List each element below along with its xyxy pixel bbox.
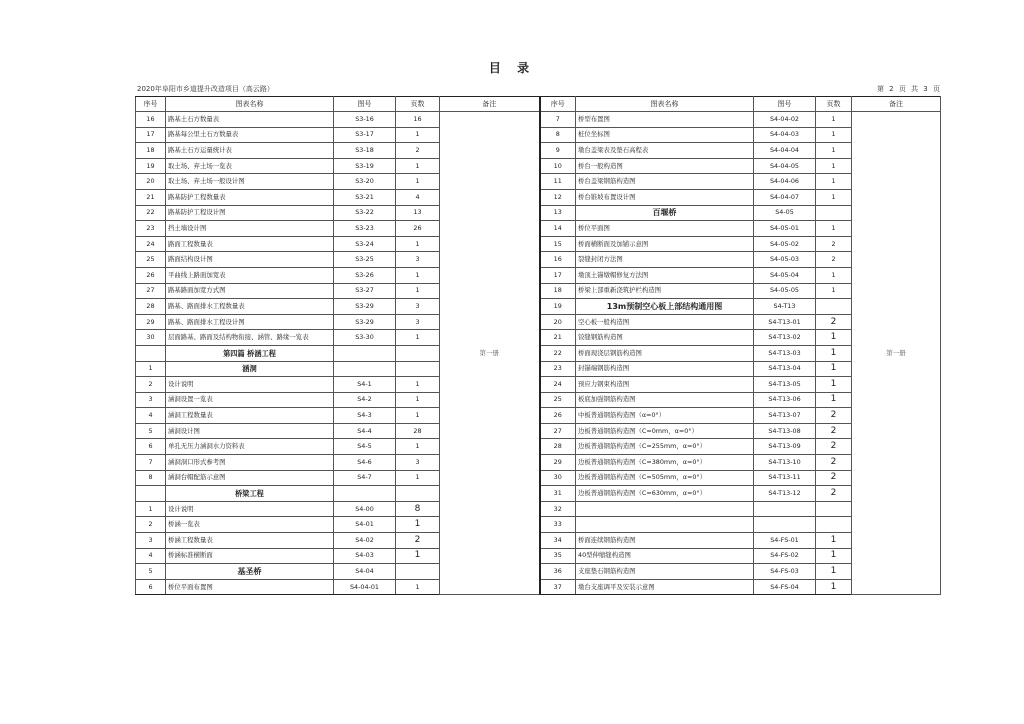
left-code-cell: S4-3	[334, 408, 396, 424]
right-seq-cell: 34	[540, 533, 576, 549]
right-pages-cell: 1	[816, 174, 852, 190]
left-pages-cell: 3	[396, 252, 440, 268]
left-pages-cell	[396, 345, 440, 361]
right-seq-cell: 9	[540, 143, 576, 159]
right-pages-cell: 1	[816, 283, 852, 299]
right-pages-cell: 1	[816, 158, 852, 174]
right-code-cell: S4-T13-01	[754, 314, 816, 330]
right-name-cell: 墩台支座调平及安装示意图	[576, 579, 754, 595]
header-pages-right: 页数	[816, 97, 852, 112]
right-pages-cell: 1	[816, 579, 852, 595]
right-name-cell: 边板普通钢筋构造图（C=255mm，α=0°）	[576, 439, 754, 455]
left-pages-cell: 2	[396, 533, 440, 549]
right-code-cell: S4-T13-11	[754, 470, 816, 486]
left-code-cell: S3-25	[334, 252, 396, 268]
right-pages-cell: 1	[816, 112, 852, 128]
right-name-cell: 墩台盖梁表及垫石高程表	[576, 143, 754, 159]
right-seq-cell: 32	[540, 501, 576, 517]
left-name-cell: 取土场、弃土场一览表	[166, 158, 334, 174]
left-code-cell: S3-29	[334, 299, 396, 315]
left-pages-cell: 3	[396, 314, 440, 330]
right-name-cell: 边板普通钢筋构造图（C=0mm，α=0°）	[576, 423, 754, 439]
left-code-cell: S4-6	[334, 455, 396, 471]
left-name-cell: 路基土石方数量表	[166, 112, 334, 128]
right-code-cell	[754, 501, 816, 517]
left-pages-cell: 28	[396, 423, 440, 439]
header-seq-left: 序号	[136, 97, 166, 112]
left-name-cell: 设计说明	[166, 501, 334, 517]
left-seq-cell: 6	[136, 579, 166, 595]
right-code-cell: S4-T13-12	[754, 486, 816, 502]
left-seq-cell: 4	[136, 408, 166, 424]
left-code-cell: S4-03	[334, 548, 396, 564]
right-seq-cell: 22	[540, 345, 576, 361]
header-code-left: 图号	[334, 97, 396, 112]
left-pages-cell: 1	[396, 392, 440, 408]
right-name-cell: 桥台一般构造图	[576, 158, 754, 174]
left-pages-cell: 1	[396, 236, 440, 252]
right-pages-cell: 1	[816, 189, 852, 205]
right-code-cell: S4-04-07	[754, 189, 816, 205]
left-volume-note: 第一册	[440, 112, 540, 595]
left-code-cell: S4-7	[334, 470, 396, 486]
right-pages-cell	[816, 205, 852, 221]
left-name-cell: 涵洞设计图	[166, 423, 334, 439]
left-pages-cell: 13	[396, 205, 440, 221]
right-seq-cell: 12	[540, 189, 576, 205]
left-seq-cell: 4	[136, 548, 166, 564]
left-name-cell: 桥梁工程	[166, 486, 334, 502]
left-seq-cell	[136, 486, 166, 502]
left-seq-cell: 21	[136, 189, 166, 205]
right-seq-cell: 28	[540, 439, 576, 455]
right-pages-cell: 1	[816, 345, 852, 361]
header-note-left: 备注	[440, 97, 540, 112]
right-seq-cell: 35	[540, 548, 576, 564]
right-seq-cell: 10	[540, 158, 576, 174]
right-code-cell: S4-T13-03	[754, 345, 816, 361]
header-name-right: 图表名称	[576, 97, 754, 112]
right-name-cell: 桥台锥坡布置设计图	[576, 189, 754, 205]
left-pages-cell: 1	[396, 267, 440, 283]
right-code-cell: S4-04-03	[754, 127, 816, 143]
left-seq-cell: 22	[136, 205, 166, 221]
right-pages-cell: 1	[816, 143, 852, 159]
left-name-cell: 桥涵一览表	[166, 517, 334, 533]
right-code-cell: S4-T13-04	[754, 361, 816, 377]
right-pages-cell	[816, 299, 852, 315]
right-name-cell: 桥梁上部重新浇筑护栏构造图	[576, 283, 754, 299]
right-pages-cell: 1	[816, 377, 852, 393]
right-seq-cell: 11	[540, 174, 576, 190]
left-pages-cell: 4	[396, 189, 440, 205]
left-seq-cell: 3	[136, 392, 166, 408]
left-seq-cell: 1	[136, 361, 166, 377]
right-name-cell: 裂缝封闭方法图	[576, 252, 754, 268]
right-pages-cell: 1	[816, 221, 852, 237]
left-name-cell: 层面路基、路面及结构物衔接、涵管、路缘一览表	[166, 330, 334, 346]
left-code-cell: S4-4	[334, 423, 396, 439]
right-seq-cell: 33	[540, 517, 576, 533]
left-pages-cell: 3	[396, 299, 440, 315]
left-code-cell: S4-04	[334, 564, 396, 580]
right-name-cell	[576, 501, 754, 517]
right-code-cell: S4-04-02	[754, 112, 816, 128]
right-code-cell: S4-04-06	[754, 174, 816, 190]
left-name-cell: 桥位平面布置图	[166, 579, 334, 595]
right-name-cell: 边板普通钢筋构造图（C=380mm，α=0°）	[576, 455, 754, 471]
right-code-cell: S4-T13	[754, 299, 816, 315]
right-code-cell: S4-05-03	[754, 252, 816, 268]
right-pages-cell: 2	[816, 486, 852, 502]
project-name: 2020年阜阳市乡道提升改造项目（高云路）	[137, 85, 274, 93]
left-pages-cell: 1	[396, 470, 440, 486]
left-pages-cell	[396, 564, 440, 580]
left-code-cell: S3-16	[334, 112, 396, 128]
right-code-cell: S4-T13-05	[754, 377, 816, 393]
left-name-cell: 取土场、弃土场一般设计图	[166, 174, 334, 190]
left-code-cell: S4-01	[334, 517, 396, 533]
left-pages-cell: 1	[396, 330, 440, 346]
left-name-cell: 路基土石方运量统计表	[166, 143, 334, 159]
left-pages-cell: 1	[396, 408, 440, 424]
right-seq-cell: 27	[540, 423, 576, 439]
right-name-cell: 桥型布置图	[576, 112, 754, 128]
right-seq-cell: 16	[540, 252, 576, 268]
left-pages-cell: 1	[396, 548, 440, 564]
left-name-cell: 涵洞	[166, 361, 334, 377]
left-pages-cell: 1	[396, 439, 440, 455]
right-seq-cell: 36	[540, 564, 576, 580]
right-seq-cell: 8	[540, 127, 576, 143]
right-code-cell: S4-T13-09	[754, 439, 816, 455]
right-seq-cell: 29	[540, 455, 576, 471]
left-pages-cell	[396, 361, 440, 377]
right-pages-cell: 1	[816, 548, 852, 564]
left-code-cell: S3-20	[334, 174, 396, 190]
right-seq-cell: 15	[540, 236, 576, 252]
right-code-cell: S4-T13-10	[754, 455, 816, 471]
left-seq-cell: 17	[136, 127, 166, 143]
right-pages-cell: 2	[816, 314, 852, 330]
right-code-cell: S4-FS-03	[754, 564, 816, 580]
right-code-cell: S4-T13-08	[754, 423, 816, 439]
right-name-cell	[576, 517, 754, 533]
right-pages-cell: 2	[816, 252, 852, 268]
left-seq-cell: 28	[136, 299, 166, 315]
left-code-cell: S4-00	[334, 501, 396, 517]
right-name-cell: 桥台盖梁钢筋构造图	[576, 174, 754, 190]
right-seq-cell: 18	[540, 283, 576, 299]
right-seq-cell: 23	[540, 361, 576, 377]
right-seq-cell: 31	[540, 486, 576, 502]
left-pages-cell: 1	[396, 579, 440, 595]
right-seq-cell: 17	[540, 267, 576, 283]
left-pages-cell: 1	[396, 174, 440, 190]
left-code-cell: S3-29	[334, 314, 396, 330]
right-code-cell: S4-05-02	[754, 236, 816, 252]
toc-body	[136, 112, 941, 595]
right-name-cell: 桥面横断面及加铺示意图	[576, 236, 754, 252]
left-seq-cell: 18	[136, 143, 166, 159]
left-code-cell: S4-1	[334, 377, 396, 393]
left-name-cell: 涵洞设置一览表	[166, 392, 334, 408]
right-code-cell: S4-05	[754, 205, 816, 221]
left-name-cell: 路面工程数量表	[166, 236, 334, 252]
right-pages-cell: 1	[816, 533, 852, 549]
left-code-cell: S3-24	[334, 236, 396, 252]
right-seq-cell: 19	[540, 299, 576, 315]
right-volume-note: 第一册	[852, 112, 941, 595]
right-pages-cell: 2	[816, 455, 852, 471]
toc-table	[135, 96, 941, 595]
page-title: 目 录	[488, 61, 536, 75]
left-name-cell: 路基、路面排水工程设计图	[166, 314, 334, 330]
left-name-cell: 路基防护工程数量表	[166, 189, 334, 205]
left-name-cell: 桥涵标准横断面	[166, 548, 334, 564]
right-name-cell: 空心板一般构造图	[576, 314, 754, 330]
right-name-cell: 40型伸缩缝构造图	[576, 548, 754, 564]
left-code-cell: S3-27	[334, 283, 396, 299]
left-pages-cell: 1	[396, 283, 440, 299]
right-name-cell: 百堰桥	[576, 205, 754, 221]
left-name-cell: 路基路面加宽方式图	[166, 283, 334, 299]
right-pages-cell: 2	[816, 236, 852, 252]
right-name-cell: 墩顶土锚墩帽修复方法图	[576, 267, 754, 283]
left-pages-cell: 1	[396, 377, 440, 393]
left-code-cell: S3-17	[334, 127, 396, 143]
left-name-cell: 第四篇 桥涵工程	[166, 345, 334, 361]
right-name-cell: 桥位平面图	[576, 221, 754, 237]
right-code-cell: S4-05-04	[754, 267, 816, 283]
page-info: 第 2 页 共 3 页	[876, 85, 940, 93]
right-code-cell: S4-05-05	[754, 283, 816, 299]
left-code-cell: S3-23	[334, 221, 396, 237]
right-name-cell: 桩位坐标图	[576, 127, 754, 143]
right-pages-cell: 2	[816, 470, 852, 486]
left-name-cell: 路基防护工程设计图	[166, 205, 334, 221]
right-seq-cell: 24	[540, 377, 576, 393]
left-seq-cell: 2	[136, 517, 166, 533]
left-seq-cell: 25	[136, 252, 166, 268]
left-pages-cell: 2	[396, 143, 440, 159]
right-seq-cell: 30	[540, 470, 576, 486]
left-code-cell: S3-22	[334, 205, 396, 221]
right-name-cell: 板底加强钢筋构造图	[576, 392, 754, 408]
left-pages-cell: 1	[396, 517, 440, 533]
left-code-cell	[334, 486, 396, 502]
right-code-cell: S4-T13-06	[754, 392, 816, 408]
left-pages-cell: 1	[396, 127, 440, 143]
right-pages-cell: 1	[816, 267, 852, 283]
left-name-cell: 路基、路面排水工程数量表	[166, 299, 334, 315]
right-name-cell: 边板普通钢筋构造图（C=630mm，α=0°）	[576, 486, 754, 502]
left-name-cell: 涵洞工程数量表	[166, 408, 334, 424]
right-seq-cell: 25	[540, 392, 576, 408]
left-seq-cell: 5	[136, 423, 166, 439]
left-name-cell: 涵洞台帽配筋示意图	[166, 470, 334, 486]
right-pages-cell	[816, 517, 852, 533]
left-code-cell	[334, 361, 396, 377]
left-pages-cell: 26	[396, 221, 440, 237]
left-seq-cell: 30	[136, 330, 166, 346]
left-seq-cell: 27	[136, 283, 166, 299]
left-code-cell	[334, 345, 396, 361]
right-code-cell: S4-FS-04	[754, 579, 816, 595]
right-code-cell: S4-T13-07	[754, 408, 816, 424]
right-seq-cell: 37	[540, 579, 576, 595]
right-name-cell: 桥面连续钢筋构造图	[576, 533, 754, 549]
header-seq-right: 序号	[540, 97, 576, 112]
header-name-left: 图表名称	[166, 97, 334, 112]
left-name-cell: 桥涵工程数量表	[166, 533, 334, 549]
right-code-cell: S4-05-01	[754, 221, 816, 237]
right-name-cell: 支座垫石钢筋构造图	[576, 564, 754, 580]
table-row	[136, 112, 941, 128]
right-name-cell: 桥面现浇层钢筋构造图	[576, 345, 754, 361]
right-pages-cell: 1	[816, 127, 852, 143]
right-pages-cell: 1	[816, 564, 852, 580]
right-code-cell: S4-04-05	[754, 158, 816, 174]
left-seq-cell: 6	[136, 439, 166, 455]
right-name-cell: 中板普通钢筋构造图（α=0°）	[576, 408, 754, 424]
left-seq-cell: 3	[136, 533, 166, 549]
left-seq-cell: 20	[136, 174, 166, 190]
left-seq-cell: 29	[136, 314, 166, 330]
left-seq-cell: 26	[136, 267, 166, 283]
left-name-cell: 设计说明	[166, 377, 334, 393]
left-name-cell: 路面结构设计图	[166, 252, 334, 268]
left-code-cell: S3-21	[334, 189, 396, 205]
left-pages-cell: 16	[396, 112, 440, 128]
left-code-cell: S3-18	[334, 143, 396, 159]
left-seq-cell: 2	[136, 377, 166, 393]
left-code-cell: S4-04-01	[334, 579, 396, 595]
right-name-cell: 封锚端钢筋构造图	[576, 361, 754, 377]
left-seq-cell: 23	[136, 221, 166, 237]
left-seq-cell: 7	[136, 455, 166, 471]
left-name-cell: 基圣桥	[166, 564, 334, 580]
right-pages-cell: 2	[816, 439, 852, 455]
left-pages-cell: 3	[396, 455, 440, 471]
right-pages-cell: 1	[816, 361, 852, 377]
right-seq-cell: 14	[540, 221, 576, 237]
right-seq-cell: 20	[540, 314, 576, 330]
left-pages-cell: 8	[396, 501, 440, 517]
left-pages-cell: 1	[396, 158, 440, 174]
right-pages-cell: 1	[816, 330, 852, 346]
right-name-cell: 铰缝钢筋构造图	[576, 330, 754, 346]
right-code-cell: S4-04-04	[754, 143, 816, 159]
right-code-cell	[754, 517, 816, 533]
right-pages-cell: 2	[816, 408, 852, 424]
right-pages-cell: 1	[816, 392, 852, 408]
right-pages-cell: 2	[816, 423, 852, 439]
left-code-cell: S3-19	[334, 158, 396, 174]
header-code-right: 图号	[754, 97, 816, 112]
left-code-cell: S4-02	[334, 533, 396, 549]
right-seq-cell: 26	[540, 408, 576, 424]
left-name-cell: 涵洞洞口形式参考图	[166, 455, 334, 471]
right-code-cell: S4-T13-02	[754, 330, 816, 346]
left-pages-cell	[396, 486, 440, 502]
left-name-cell: 挡土墙设计图	[166, 221, 334, 237]
left-seq-cell: 8	[136, 470, 166, 486]
right-seq-cell: 21	[540, 330, 576, 346]
left-seq-cell: 19	[136, 158, 166, 174]
right-code-cell: S4-FS-02	[754, 548, 816, 564]
table-header-row	[136, 97, 941, 112]
left-seq-cell: 5	[136, 564, 166, 580]
left-code-cell: S4-2	[334, 392, 396, 408]
right-pages-cell	[816, 501, 852, 517]
left-code-cell: S4-5	[334, 439, 396, 455]
left-seq-cell	[136, 345, 166, 361]
header-note-right: 备注	[852, 97, 941, 112]
left-seq-cell: 24	[136, 236, 166, 252]
right-name-cell: 13m预制空心板上部结构通用图	[576, 299, 754, 315]
left-name-cell: 路基每公里土石方数量表	[166, 127, 334, 143]
left-code-cell: S3-30	[334, 330, 396, 346]
left-name-cell: 平曲线上路面加宽表	[166, 267, 334, 283]
header-pages-left: 页数	[396, 97, 440, 112]
left-seq-cell: 1	[136, 501, 166, 517]
right-seq-cell: 13	[540, 205, 576, 221]
right-name-cell: 预应力钢束构造图	[576, 377, 754, 393]
left-name-cell: 单孔无压力涵洞水力资料表	[166, 439, 334, 455]
right-code-cell: S4-FS-01	[754, 533, 816, 549]
left-code-cell: S3-26	[334, 267, 396, 283]
right-seq-cell: 7	[540, 112, 576, 128]
right-name-cell: 边板普通钢筋构造图（C=505mm，α=0°）	[576, 470, 754, 486]
left-seq-cell: 16	[136, 112, 166, 128]
